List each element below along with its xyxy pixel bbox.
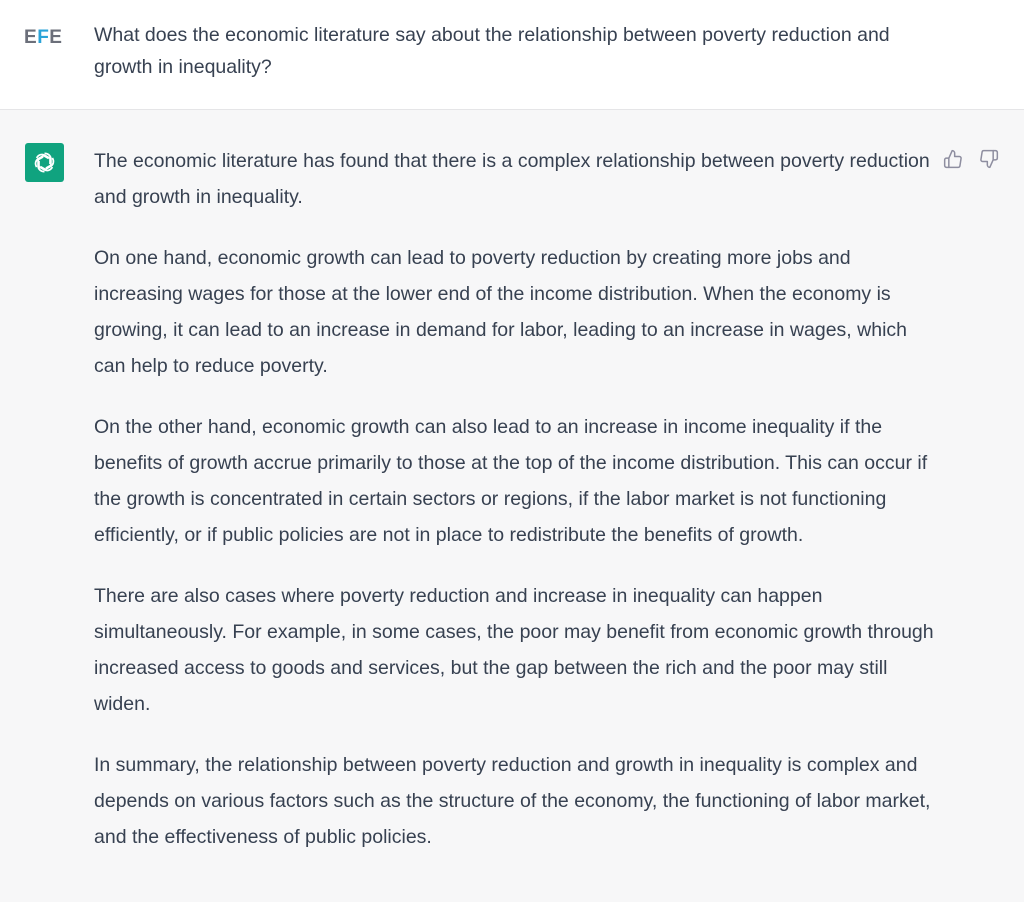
answer-paragraph: On one hand, economic growth can lead to poverty reduction by creating more jobs and increasing wages for those at the lower end of the income distribution. When the economy is growing, it can lead to an increase in demand for labor, leading to an increase in wages, which can help to reduce poverty. [94, 247, 907, 377]
thumbs-up-button[interactable] [941, 147, 965, 171]
user-avatar-letter: E [49, 27, 63, 48]
thumbs-down-button[interactable] [977, 147, 1001, 171]
user-avatar-letter: E [24, 27, 38, 48]
answer-paragraph: On the other hand, economic growth can also lead to an increase in income inequality if the benefits of growth accrue primarily to those at the top of the income distribution. This can occur if the growth is concentrated in certain sectors or regions, if the labor market is not functioning efficiently, or if public policies are not in place to redistribute the benefits of growth. [94, 416, 928, 546]
assistant-message-text [94, 143, 934, 880]
user-avatar-letter: F [37, 27, 50, 48]
user-message-row [0, 0, 1024, 110]
user-avatar [24, 26, 62, 50]
openai-logo-icon [31, 149, 58, 176]
answer-paragraph: In summary, the relationship between poverty reduction and growth in inequality is complex and depends on various factors such as the structure of the economy, the functioning of labor market, and the effectiveness of public policies. [94, 754, 931, 848]
answer-paragraph: There are also cases where poverty reduction and increase in inequality can happen simultaneously. For example, in some cases, the poor may benefit from economic growth through increased access to goods and services, but the gap between the rich and the poor may still widen. [94, 585, 934, 715]
user-message-text: What does the economic literature say about the relationship between poverty reduction and growth in inequality? [94, 24, 890, 78]
assistant-avatar [25, 143, 64, 182]
thumbs-down-icon [979, 149, 999, 169]
thumbs-up-icon [943, 149, 963, 169]
assistant-message-row [0, 110, 1024, 902]
answer-paragraph: The economic literature has found that there is a complex relationship between poverty reduction and growth in inequality. [94, 150, 930, 208]
